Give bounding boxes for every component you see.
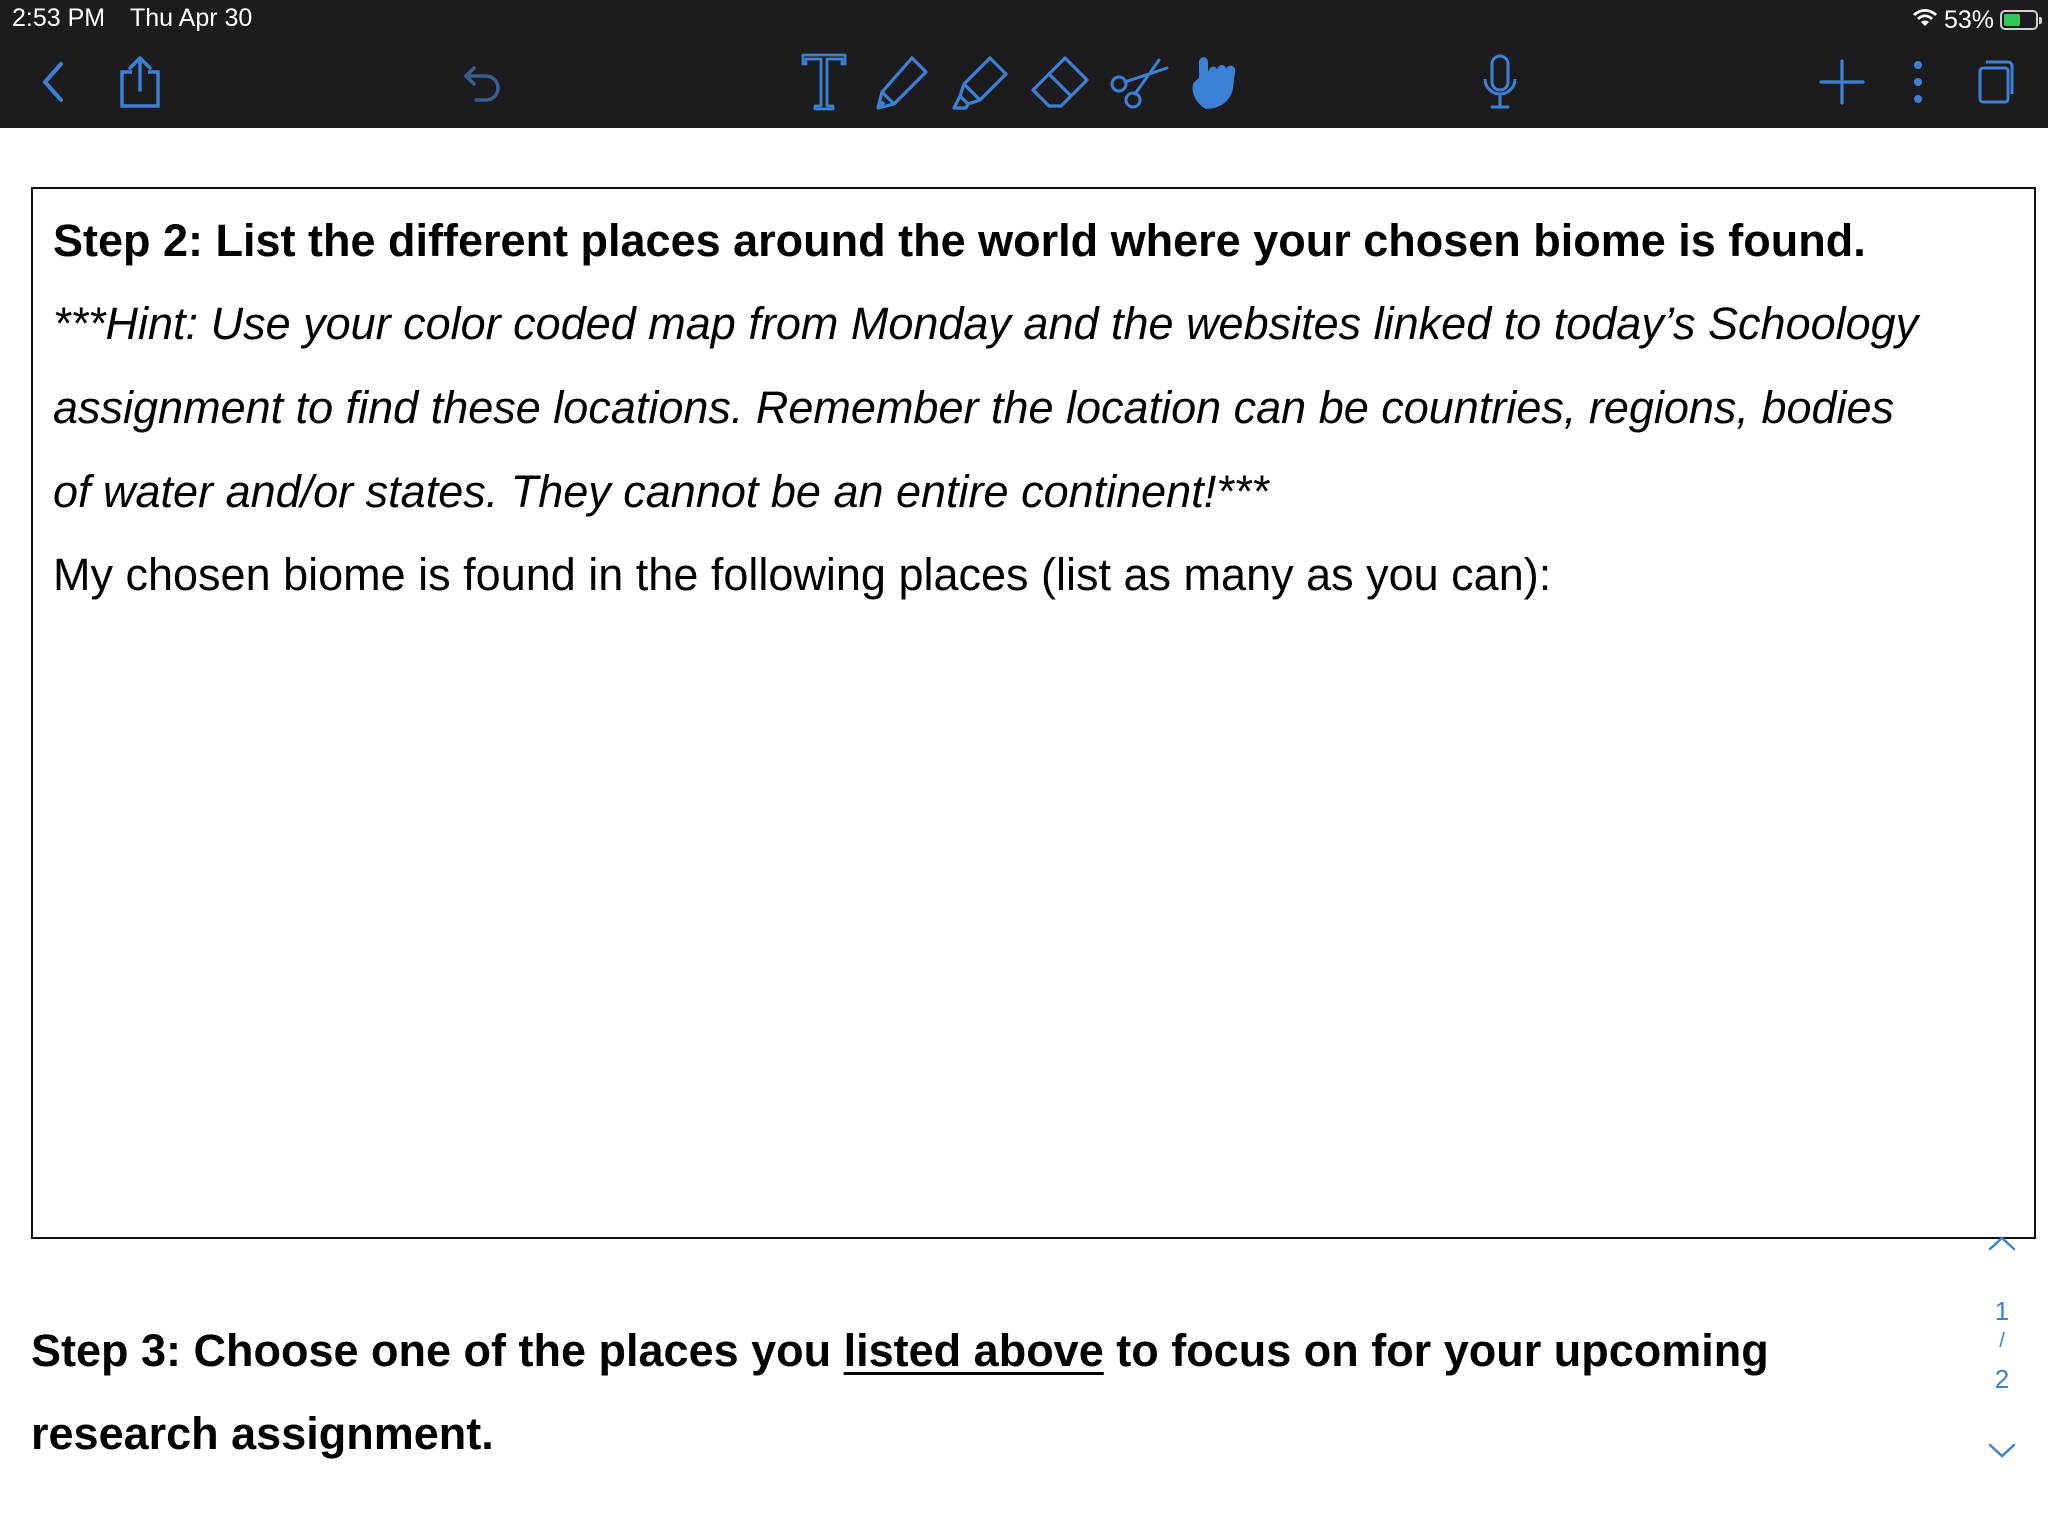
pages-button[interactable]: [1966, 50, 2026, 114]
text-tool-icon: [800, 52, 848, 112]
page-up-button[interactable]: [1980, 1228, 2024, 1259]
microphone-icon: [1480, 53, 1520, 111]
lasso-scissors-button[interactable]: [1110, 50, 1170, 114]
battery-nub: [2039, 17, 2042, 24]
eraser-icon: [1029, 54, 1091, 110]
total-page-number: 2: [1994, 1364, 2010, 1394]
add-page-button[interactable]: [1812, 50, 1872, 114]
pages-icon: [1976, 58, 2016, 106]
hand-pointer-icon: [1186, 52, 1246, 112]
status-date: Thu Apr 30: [130, 4, 253, 32]
highlighter-tool-button[interactable]: [952, 50, 1012, 114]
hint-line-3: of water and/or states. They cannot be an entire continent!***: [53, 466, 1269, 517]
step3-text-part1: Step 3: Choose one of the places you: [31, 1325, 844, 1376]
undo-icon: [462, 60, 502, 104]
status-right: [1912, 4, 2038, 36]
undo-button[interactable]: [452, 50, 512, 114]
step3-underlined-text: listed above: [843, 1325, 1104, 1376]
more-icon: [1912, 60, 1924, 104]
current-page-number: 1: [1994, 1296, 2010, 1326]
more-button[interactable]: [1888, 50, 1948, 114]
step3-line-2: research assignment.: [31, 1408, 494, 1459]
top-toolbar: [0, 0, 2048, 128]
hand-tool-button[interactable]: [1186, 50, 1246, 114]
pen-tool-button[interactable]: [872, 50, 932, 114]
step2-heading: Step 2: List the different places around the world where your chosen biome is found.: [53, 215, 1866, 266]
battery-icon: [2000, 10, 2038, 30]
text-tool-button[interactable]: [794, 50, 854, 114]
step3-line-1: [31, 1325, 1769, 1377]
answer-prompt: My chosen biome is found in the following places (list as many as you can):: [53, 549, 1552, 600]
status-time: 2:53 PM: [12, 4, 106, 32]
wifi-icon: [1912, 6, 1938, 35]
step3-text-part2: to focus on for your upcoming: [1103, 1325, 1769, 1376]
battery-level-fill: [2004, 14, 2020, 26]
battery-percent: 53%: [1943, 5, 1994, 34]
highlighter-icon: [952, 52, 1012, 112]
back-chevron-icon: [39, 60, 69, 104]
back-button[interactable]: [24, 50, 84, 114]
add-icon: [1818, 58, 1866, 106]
share-button[interactable]: [110, 50, 170, 114]
page-separator: /: [1999, 1330, 2005, 1352]
scissors-icon: [1109, 54, 1171, 110]
microphone-button[interactable]: [1470, 50, 1530, 114]
chevron-down-icon: [1987, 1442, 2017, 1460]
hint-line-1: ***Hint: Use your color coded map from Monday and the websites linked to today’s Schoology: [53, 298, 1919, 349]
pen-icon: [872, 52, 932, 112]
page-down-button[interactable]: [1980, 1436, 2024, 1467]
eraser-tool-button[interactable]: [1030, 50, 1090, 114]
share-icon: [118, 54, 162, 110]
hint-line-2: assignment to find these locations. Remember the location can be countries, regions, bodies: [53, 382, 1895, 433]
chevron-up-icon: [1987, 1234, 2017, 1252]
